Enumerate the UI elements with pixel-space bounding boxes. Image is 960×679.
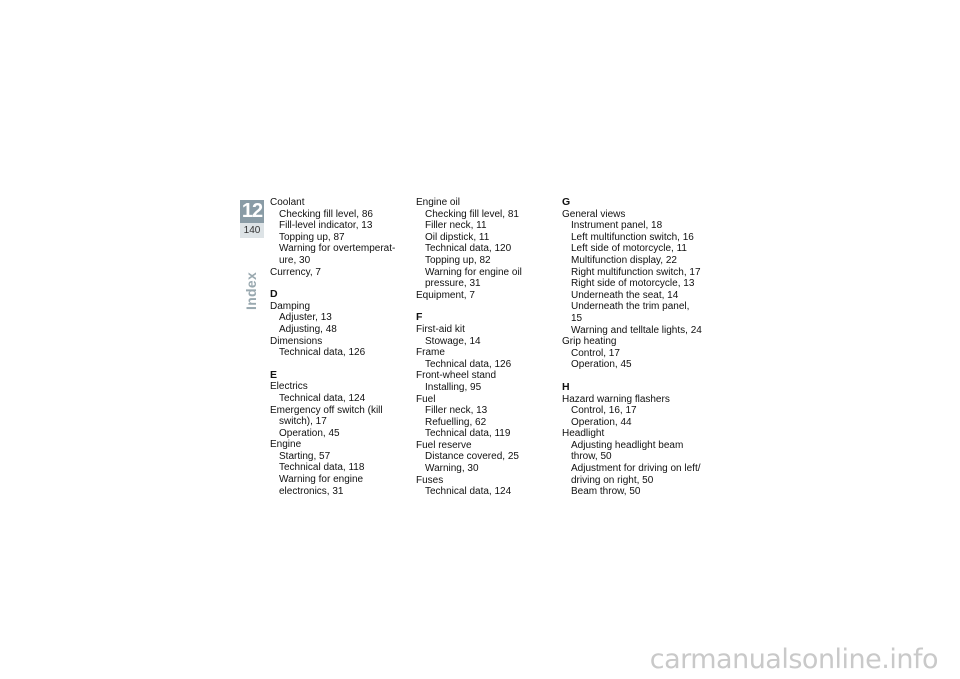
index-subentry: Right side of motorcycle, 13 <box>571 278 695 290</box>
index-subentry: Underneath the seat, 14 <box>571 289 679 301</box>
index-entry-title: Headlight <box>562 428 605 440</box>
index-subentry: Technical data, 126 <box>279 347 366 359</box>
index-subentry: Warning for engine oil <box>425 266 522 278</box>
index-subentry: pressure, 31 <box>425 278 481 290</box>
index-subentry: Refuelling, 62 <box>425 416 487 428</box>
index-subentry: Technical data, 126 <box>425 358 512 370</box>
index-subentry: Instrument panel, 18 <box>571 220 663 232</box>
section-label: Index <box>243 271 259 310</box>
index-entry <box>416 475 556 498</box>
index-column-3 <box>562 197 702 498</box>
index-entry <box>562 394 702 429</box>
index-entry-title: First-aid kit <box>416 323 465 335</box>
index-entry <box>416 197 556 290</box>
index-subentry: electronics, 31 <box>279 485 344 497</box>
index-subentry: Stowage, 14 <box>425 335 481 347</box>
index-entry <box>270 336 410 359</box>
index-entry <box>270 439 410 497</box>
index-subentry: Installing, 95 <box>425 381 482 393</box>
index-subentry: Filler neck, 13 <box>425 405 488 417</box>
index-subentry: Adjusting, 48 <box>279 323 337 335</box>
index-entry <box>562 209 702 337</box>
index-subentry: Adjustment for driving on left/ <box>571 463 701 475</box>
index-subentry: Adjusting headlight beam <box>571 439 684 451</box>
index-subentry: Left side of motorcycle, 11 <box>571 243 687 255</box>
index-entry-title: Equipment, 7 <box>416 289 475 301</box>
index-subentry: Multifunction display, 22 <box>571 254 677 266</box>
index-entry-title: Grip heating <box>562 336 617 348</box>
index-subentry: Technical data, 124 <box>279 392 366 404</box>
index-entry-title: Engine oil <box>416 197 460 208</box>
index-letter-heading: D <box>270 288 278 301</box>
index-subentry: Oil dipstick, 11 <box>425 231 490 243</box>
index-subentry: Adjuster, 13 <box>279 312 332 324</box>
index-letter-heading: H <box>562 380 570 393</box>
index-subentry: Topping up, 87 <box>279 231 345 243</box>
index-entry-title: Fuel <box>416 393 436 405</box>
index-entry <box>416 370 556 393</box>
index-subentry: Warning for overtemperat- <box>279 243 396 255</box>
index-entry-title: Emergency off switch (kill <box>270 404 383 416</box>
index-entry <box>562 336 702 371</box>
index-entry-title: Fuel reserve <box>416 439 472 451</box>
index-subentry: Left multifunction switch, 16 <box>571 231 694 243</box>
watermark: carmanualsonline.info <box>649 644 938 675</box>
index-entry <box>270 405 410 440</box>
index-column-2 <box>416 197 556 498</box>
index-letter-heading: G <box>562 196 571 208</box>
index-entry <box>416 347 556 370</box>
index-subentry: Starting, 57 <box>279 450 331 462</box>
index-entry-title: Hazard warning flashers <box>562 393 670 405</box>
index-subentry: Warning for engine <box>279 474 364 486</box>
index-subentry: Warning and telltale lights, 24 <box>571 324 702 336</box>
index-subentry: Filler neck, 11 <box>425 220 487 232</box>
index-entry <box>270 381 410 404</box>
chapter-tab <box>240 200 264 238</box>
index-subentry: Technical data, 124 <box>425 486 512 498</box>
index-subentry: Operation, 45 <box>279 427 340 439</box>
index-subentry: throw, 50 <box>571 451 612 463</box>
index-subentry: Control, 16, 17 <box>571 405 637 417</box>
index-subentry: Technical data, 118 <box>279 462 365 474</box>
index-subentry: Right multifunction switch, 17 <box>571 266 701 278</box>
index-entry-title: Fuses <box>416 474 444 486</box>
index-letter-heading: F <box>416 311 423 324</box>
index-entry <box>416 394 556 440</box>
index-subentry: Technical data, 120 <box>425 243 512 255</box>
index-entry <box>416 290 556 302</box>
index-entry-title: Damping <box>270 300 311 312</box>
index-entry-title: Frame <box>416 347 445 359</box>
index-letter-heading: E <box>270 368 278 381</box>
index-entry-title: General views <box>562 208 626 220</box>
index-entry-title: Engine <box>270 439 302 451</box>
index-subentry: Topping up, 82 <box>425 254 491 266</box>
page-number: 140 <box>240 223 264 238</box>
index-subentry: Warning, 30 <box>425 463 479 475</box>
index-entry <box>562 428 702 498</box>
index-entry-title: Front-wheel stand <box>416 370 497 382</box>
index-subentry: Control, 17 <box>571 347 620 359</box>
index-subentry: Technical data, 119 <box>425 428 511 440</box>
index-entry-title: Coolant <box>270 197 305 208</box>
index-subentry: Operation, 45 <box>571 359 632 371</box>
index-subentry: Fill-level indicator, 13 <box>279 220 373 232</box>
index-subentry: Operation, 44 <box>571 416 632 428</box>
index-entry <box>270 267 410 279</box>
chapter-number: 12 <box>241 200 263 222</box>
index-entry <box>270 301 410 336</box>
index-subentry: driving on right, 50 <box>571 474 654 486</box>
index-entry <box>416 324 556 347</box>
index-subentry: Checking fill level, 81 <box>425 208 519 220</box>
index-subentry: Distance covered, 25 <box>425 451 519 463</box>
index-entry <box>270 197 410 267</box>
index-subentry: ure, 30 <box>279 254 311 266</box>
index-entry-title: Electrics <box>270 381 308 393</box>
index-entry-title: Currency, 7 <box>270 266 321 278</box>
index-subentry: Underneath the trim panel, 15 <box>571 301 690 324</box>
index-subentry: Beam throw, 50 <box>571 486 641 498</box>
index-column-1 <box>270 197 410 497</box>
index-entry-title: Dimensions <box>270 335 323 347</box>
index-subentry: Checking fill level, 86 <box>279 208 373 220</box>
index-subentry: switch), 17 <box>279 416 327 428</box>
index-entry <box>416 440 556 475</box>
